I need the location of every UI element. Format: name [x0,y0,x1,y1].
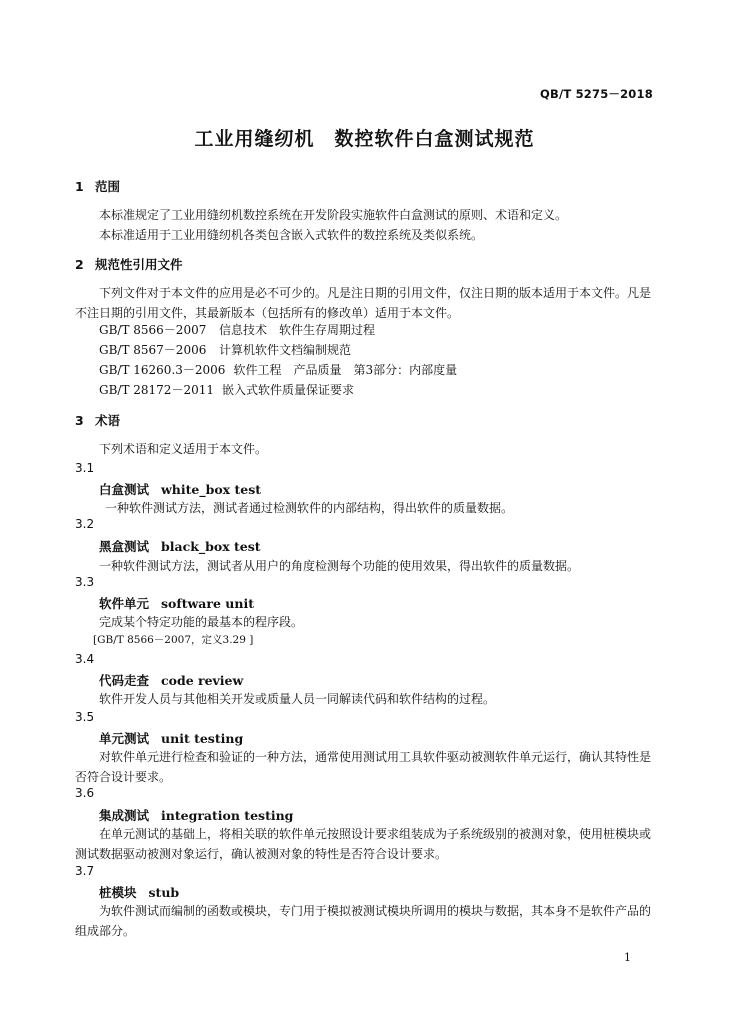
reference-name: 嵌入式软件质量保证要求 [221,383,354,397]
section-number: 3 [75,413,84,428]
page-number: 1 [624,951,631,964]
reference-item [99,361,457,378]
paragraph: 本标准规定了工业用缝纫机数控系统在开发阶段实施软件白盒测试的原则、术语和定义。 [99,208,568,222]
reference-code: GB/T 8567－2006 [99,343,207,357]
section-number: 1 [75,179,84,194]
term-source-note: [GB/T 8566－2007，定义3.29 ] [93,634,254,646]
term-definition: 一种软件测试方法，测试者从用户的角度检测每个功能的使用效果，得出软件的质量数据。 [99,559,580,573]
term-definition: 完成某个特定功能的最基本的程序段。 [99,615,304,629]
term-chinese: 软件单元 [99,596,150,611]
section-title: 规范性引用文件 [95,257,183,272]
term-number: 3.2 [75,517,95,531]
term-definition: 软件开发人员与其他相关开发或质量人员一同解读代码和软件结构的过程。 [99,692,496,706]
reference-name: 信息技术 软件生存周期过程 [219,323,376,337]
section-3-heading [75,411,120,429]
term-heading [99,806,293,824]
standard-code: QB/T 5275－2018 [540,87,653,101]
term-heading [99,671,243,689]
reference-code: GB/T 8566－2007 [99,323,207,337]
section-2-intro: 下列文件对于本文件的应用是必不可少的。凡是注日期的引用文件，仅注日期的版本适用于本文件。凡是不注日期的引用文件，其最新版本（包括所有的修改单）适用于本文件。 [75,286,652,320]
reference-code: GB/T 28172－2011 [99,383,214,397]
reference-item [99,381,354,398]
term-chinese: 单元测试 [99,731,150,746]
term-number: 3.5 [75,710,95,724]
term-english: integration testing [161,808,294,823]
term-english: black_box test [161,539,261,554]
term-definition: 一种软件测试方法，测试者通过检测软件的内部结构，得出软件的质量数据。 [105,501,514,515]
reference-item [99,341,351,358]
term-heading [99,883,179,901]
term-chinese: 集成测试 [99,808,150,823]
section-1-heading [75,177,120,195]
section-3-intro: 下列术语和定义适用于本文件。 [99,442,268,456]
section-title: 术语 [95,413,121,428]
term-chinese: 代码走查 [99,673,150,688]
term-definition: 对软件单元进行检查和验证的一种方法，通常使用测试用工具软件驱动被测软件单元运行，确认其特性是否符合设计要求。 [75,750,652,784]
term-heading [99,594,254,612]
section-number: 2 [75,257,84,272]
reference-name: 软件工程 产品质量 第3部分：内部度量 [233,363,458,377]
term-heading [99,729,243,747]
term-definition: 为软件测试而编制的函数或模块，专门用于模拟被测试模块所调用的模块与数据，其本身不是软件产品的组成部分。 [75,904,652,938]
term-english: unit testing [161,731,244,746]
term-definition: 在单元测试的基础上，将相关联的软件单元按照设计要求组装成为子系统级别的被测对象，使用桩模块或测试数据驱动被测对象运行，确认被测对象的特性是否符合设计要求。 [75,827,652,861]
term-number: 3.3 [75,575,95,589]
section-2-heading [75,255,183,273]
term-english: software unit [161,596,254,611]
section-title: 范围 [95,179,121,194]
term-chinese: 白盒测试 [99,482,150,497]
term-heading [99,480,261,498]
document-title: 工业用缝纫机 数控软件白盒测试规范 [194,128,535,150]
reference-code: GB/T 16260.3－2006 [99,363,226,377]
reference-name: 计算机软件文档编制规范 [219,343,352,357]
term-english: stub [148,885,180,900]
term-number: 3.6 [75,786,95,800]
term-english: white_box test [161,482,262,497]
term-number: 3.4 [75,652,95,666]
term-english: code review [161,673,244,688]
term-number: 3.1 [75,461,95,475]
term-number: 3.7 [75,864,95,878]
paragraph: 本标准适用于工业用缝纫机各类包含嵌入式软件的数控系统及类似系统。 [99,228,484,242]
term-heading [99,537,261,555]
term-chinese: 黑盒测试 [99,539,150,554]
term-chinese: 桩模块 [99,885,137,900]
reference-item [99,321,375,338]
